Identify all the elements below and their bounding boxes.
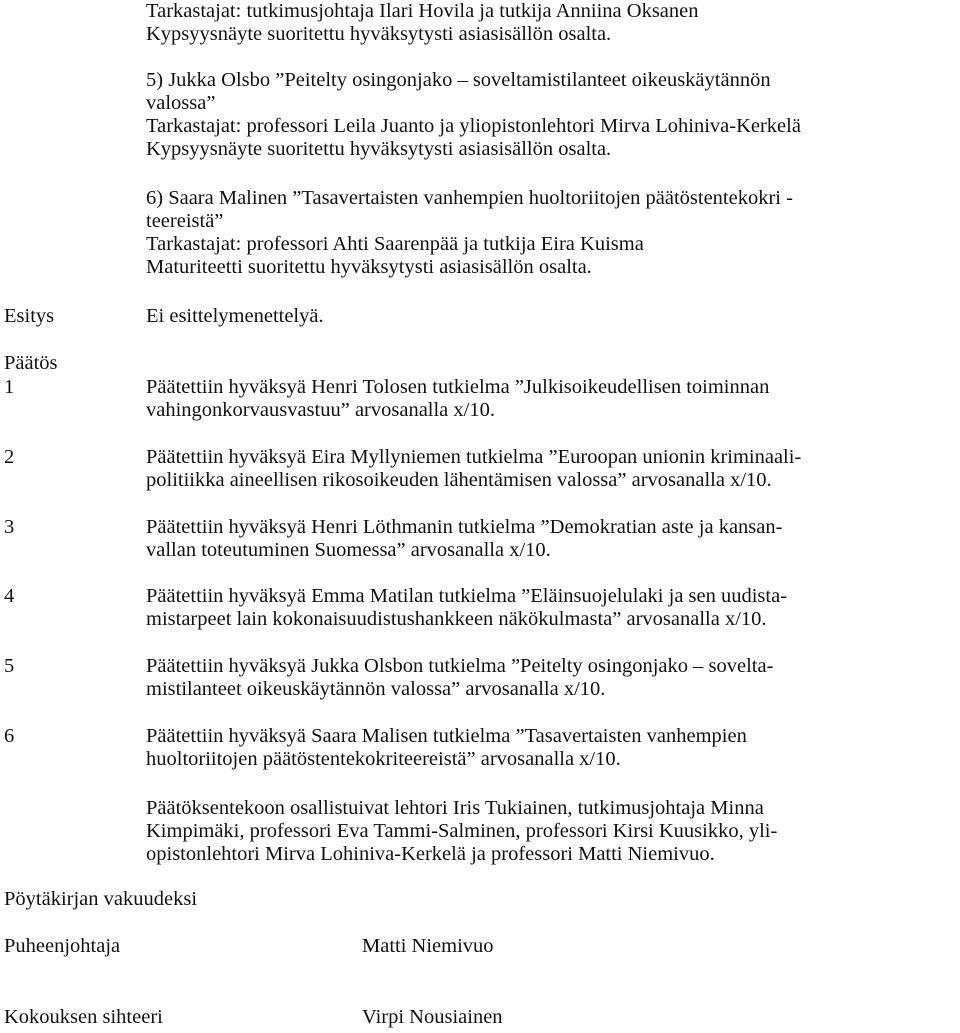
decision-number: 4 <box>4 585 15 607</box>
decision-line: Päätettiin hyväksyä Emma Matilan tutkielma ”Eläinsuojelulaki ja sen uudista- <box>146 585 788 607</box>
thesis-reviewers: Tarkastajat: professori Leila Juanto ja yliopistonlehtori Mirva Lohiniva-Kerkelä <box>146 115 801 137</box>
decision-item-6 <box>146 725 951 771</box>
decision-line: Päätettiin hyväksyä Eira Myllyniemen tutkielma ”Euroopan unionin kriminaali- <box>146 446 802 468</box>
decision-item-3 <box>146 516 951 562</box>
esitys-text: Ei esittelymenettelyä. <box>146 305 324 327</box>
paatos-label: Päätös <box>4 352 58 374</box>
decision-item-4 <box>146 585 951 631</box>
thesis-status: Kypsyysnäyte suoritettu hyväksytysti asiasisällön osalta. <box>146 138 612 160</box>
decision-line: mistarpeet lain kokonaisuudistushankkeen näkökulmasta” arvosanalla x/10. <box>146 608 767 630</box>
participants-line: opistonlehtori Mirva Lohiniva-Kerkelä ja professori Matti Niemivuo. <box>146 843 715 865</box>
decision-line: vahingonkorvausvastuu” arvosanalla x/10. <box>146 399 495 421</box>
esitys-label: Esitys <box>4 305 55 327</box>
decision-number: 3 <box>4 516 15 538</box>
participants-line: Kimpimäki, professori Eva Tammi-Salminen, professori Kirsi Kuusikko, yli- <box>146 820 778 842</box>
intro-line: Kypsyysnäyte suoritettu hyväksytysti asiasisällön osalta. <box>146 23 612 45</box>
participants-line: Päätöksentekoon osallistuivat lehtori Iris Tukiainen, tutkimusjohtaja Minna <box>146 797 764 819</box>
signatures-heading: Pöytäkirjan vakuudeksi <box>4 888 198 910</box>
thesis-entry-6 <box>146 187 951 279</box>
decision-line: vallan toteutuminen Suomessa” arvosanalla x/10. <box>146 539 551 561</box>
decision-item-1 <box>146 376 951 422</box>
thesis-status: Maturiteetti suoritettu hyväksytysti asiasisällön osalta. <box>146 256 592 278</box>
decision-line: Päätettiin hyväksyä Saara Malisen tutkielma ”Tasavertaisten vanhempien <box>146 725 747 747</box>
thesis-title-line: valossa” <box>146 92 216 114</box>
intro-line: Tarkastajat: tutkimusjohtaja Ilari Hovila ja tutkija Anniina Oksanen <box>146 0 699 22</box>
decision-line: Päätettiin hyväksyä Henri Tolosen tutkielma ”Julkisoikeudellisen toiminnan <box>146 376 770 398</box>
decision-number: 5 <box>4 655 15 677</box>
thesis-title-line: teereistä” <box>146 210 224 232</box>
decision-number: 6 <box>4 725 15 747</box>
decision-line: Päätettiin hyväksyä Jukka Olsbon tutkielma ”Peitelty osingonjako – sovelta- <box>146 655 774 677</box>
thesis-reviewers: Tarkastajat: professori Ahti Saarenpää ja tutkija Eira Kuisma <box>146 233 644 255</box>
decision-item-2 <box>146 446 951 492</box>
participants-block <box>146 797 951 866</box>
decision-item-5 <box>146 655 951 701</box>
chair-role: Puheenjohtaja <box>4 935 121 957</box>
secretary-role: Kokouksen sihteeri <box>4 1006 163 1028</box>
decision-line: politiikka aineellisen rikosoikeuden lähentämisen valossa” arvosanalla x/10. <box>146 469 772 491</box>
esitys-block <box>146 305 951 328</box>
chair-name: Matti Niemivuo <box>362 935 494 957</box>
thesis-title-line: 5) Jukka Olsbo ”Peitelty osingonjako – soveltamistilanteet oikeuskäytännön <box>146 69 771 91</box>
intro-block <box>146 0 951 46</box>
secretary-name: Virpi Nousiainen <box>362 1006 503 1028</box>
decision-number: 1 <box>4 376 15 398</box>
thesis-entry-5 <box>146 69 951 161</box>
decision-line: mistilanteet oikeuskäytännön valossa” arvosanalla x/10. <box>146 678 606 700</box>
thesis-title-line: 6) Saara Malinen ”Tasavertaisten vanhempien huoltoriitojen päätöstentekokri - <box>146 187 793 209</box>
decision-line: Päätettiin hyväksyä Henri Löthmanin tutkielma ”Demokratian aste ja kansan- <box>146 516 783 538</box>
decision-number: 2 <box>4 446 15 468</box>
decision-line: huoltoriitojen päätöstentekokriteereistä” arvosanalla x/10. <box>146 748 621 770</box>
